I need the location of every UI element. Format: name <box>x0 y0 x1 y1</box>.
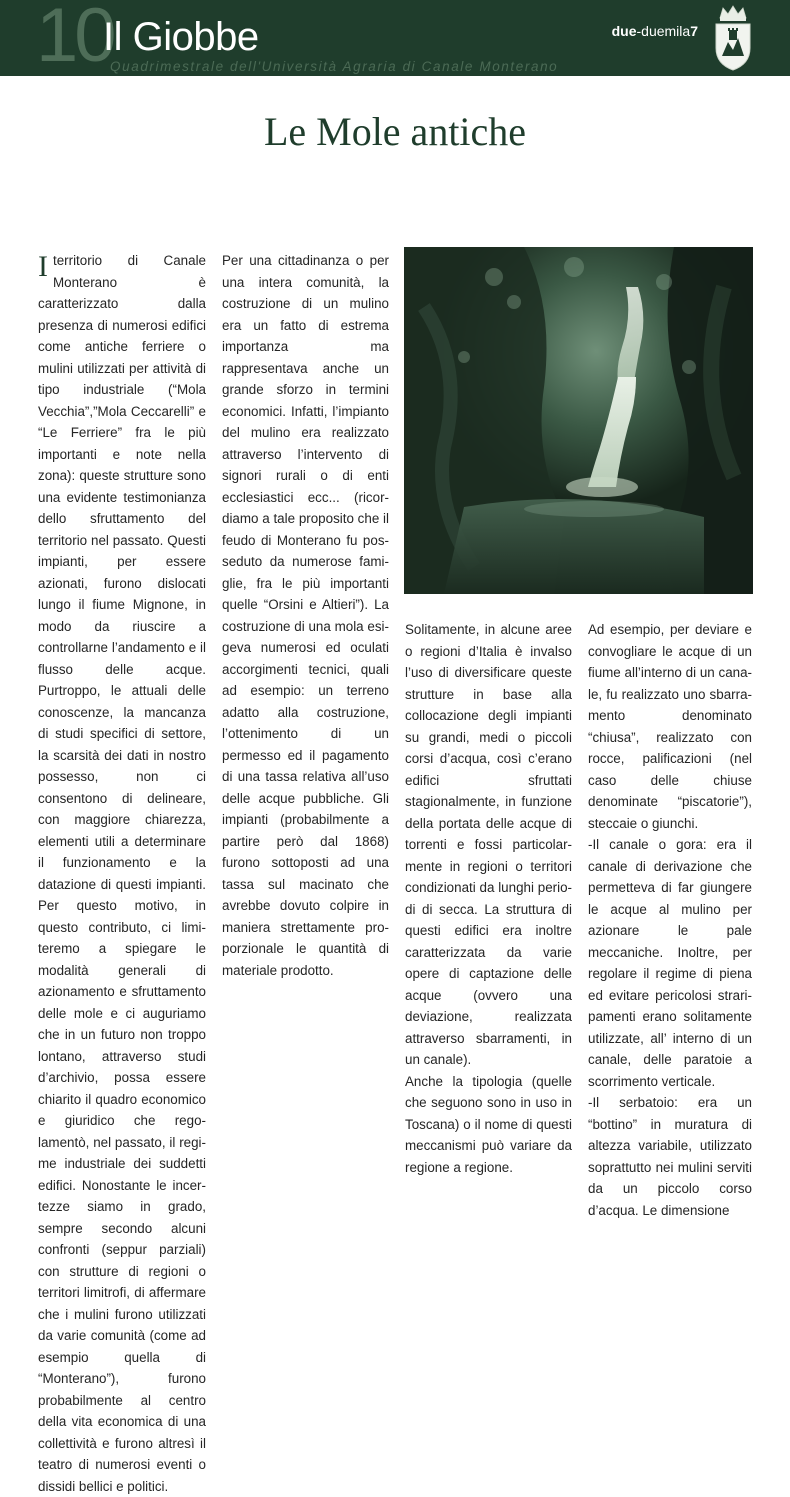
article-title: Le Mole antiche <box>263 109 527 154</box>
drop-cap: I <box>38 250 48 283</box>
waterfall-image <box>404 247 753 594</box>
masthead <box>0 0 790 76</box>
text-column-2 <box>222 250 389 981</box>
paragraph-intro <box>38 250 206 1497</box>
text-column-4 <box>588 619 752 1221</box>
issue-label-bold: due <box>611 23 637 39</box>
issue-label <box>612 23 698 39</box>
paragraph-chiusa: Ad esempio, per deviare e convogliare le acque di un fiume all’interno di un canale, fu realizzato uno sbarramento denominato “chiusa”, realizzato con rocce, palificazioni (nel caso delle chiuse denominate “piscatorie”), steccaie o giunchi. <box>588 622 752 831</box>
magazine-subtitle: Quadrimestrale dell'Università Agraria di Canale Monterano <box>110 59 559 74</box>
issue-number: 10 <box>36 0 113 76</box>
paragraph-canale: -Il canale o gora: era il canale di derivazione che permetteva di far giungere le acque al mulino per azionare le pale meccaniche. Inoltre, per regolare il regime di piena ed evitare pericolosi straripamenti erano solitamente utilizzate, all’ interno di un canale, delle paratoie a scorrimento verticale. <box>588 837 752 1089</box>
text-column-3 <box>405 619 572 1178</box>
page-number: 7 <box>690 23 698 39</box>
paragraph-solitamente: Solitamente, in alcune aree o regioni d’Italia è invalso l’uso di diversificare queste strutture in base alla collocazione degli impianti su grandi, medi o piccoli corsi d’acqua, così c’erano edifici sfruttati stagionalmente, in funzione della portata delle acque di torrenti e fossi particolarmente in regioni o territori condizionati da lunghi periodi di secca. La struttura di questi edifici era inoltre caratterizzata da varie opere di captazione delle acque (ovvero una deviazione, realizzata attraverso sbarramenti, in un canale). <box>405 622 572 1067</box>
paragraph-cittadinanza: Per una cittadinanza o per una intera comunità, la costruzione di un mulino era un fatto di estrema importanza ma rappresentava anche un grande sforzo in termini economici. Infatti, l’impianto del mulino era realizzato attraverso l’intervento di signori rurali o di enti ecclesiastici ecc... (ricordiamo a tale proposito che il feudo di Monterano fu posseduto da numerose famiglie, fra le più importanti quelle “Orsini e Altieri”). La costruzione di una mola esigeva numerosi ed oculati accorgimenti tecnici, quali ad esempio: un terreno adatto alla costruzione, l’ottenimento di un permesso ed il pagamento di una tassa relativa all’uso delle acque pubbliche. Gli impianti (probabilmente a partire però dal 1868) furono sottoposti ad una tassa sul macinato che avrebbe dovuto colpire in maniera strettamente proporzionale le quantità di materiale prodotto. <box>222 253 389 978</box>
coat-of-arms-icon <box>710 4 756 72</box>
magazine-title: Il Giobbe <box>103 15 259 59</box>
paragraph-tipologia: Anche la tipologia (quelle che seguono sono in uso in Toscana) o il nome di questi meccanismi può variare da regione a regione. <box>405 1073 572 1175</box>
paragraph-serbatoio: -Il serbatoio: era un “bottino” in muratura di altezza variabile, utilizzato soprattutto nei mulini serviti da un piccolo corso d’acqua. Le dimensione <box>588 1095 752 1218</box>
text-column-1 <box>38 250 206 1497</box>
issue-label-rest: -duemila <box>636 23 691 39</box>
waterfall-photo <box>404 247 753 594</box>
intro-text: territorio di Canale Monterano è caratterizzato dalla presenza di numerosi edifici come antiche ferriere o mulini utilizzati per attività di tipo industriale (“Mola Vecchia”,”Mola Ceccarelli” e “Le Ferriere” fra le più importanti e note nella zona): queste strutture sono una evidente testimonianza dello sfruttamento del territorio nel passato. Questi impianti, per essere azionati, furono dislocati lungo il fiume Mignone, in modo da riuscire a controllarne l’andamento e il flusso delle acque. Purtroppo, le attuali delle conoscenze, la mancanza di studi specifici di settore, la scarsità dei dati in nostro possesso, non ci consentono di delineare, con maggiore chiarezza, elementi utili a determinare il funzionamento e la datazione di questi impianti. Per questo motivo, in questo contributo, ci limiteremo a spiegare le modalità generali di azionamento e sfruttamento delle mole e ci auguriamo che in un futuro non troppo lontano, attraverso studi d’archivio, possa essere chiarito il quadro economico e giuridico che regolamentò, nel passato, il regime industriale dei suddetti edifici. Nonostante le incertezze siamo in grado, sempre secondo alcuni confronti (seppur parziali) con strutture di regioni o territori limitrofi, di affermare che i mulini furono utilizzati da varie comunità (come ad esempio quella di “Monterano”), furono probabilmente al centro della vita economica di una collettività e furono altresì il teatro di numerosi eventi o dissidi bellici e politici. <box>38 253 206 1494</box>
